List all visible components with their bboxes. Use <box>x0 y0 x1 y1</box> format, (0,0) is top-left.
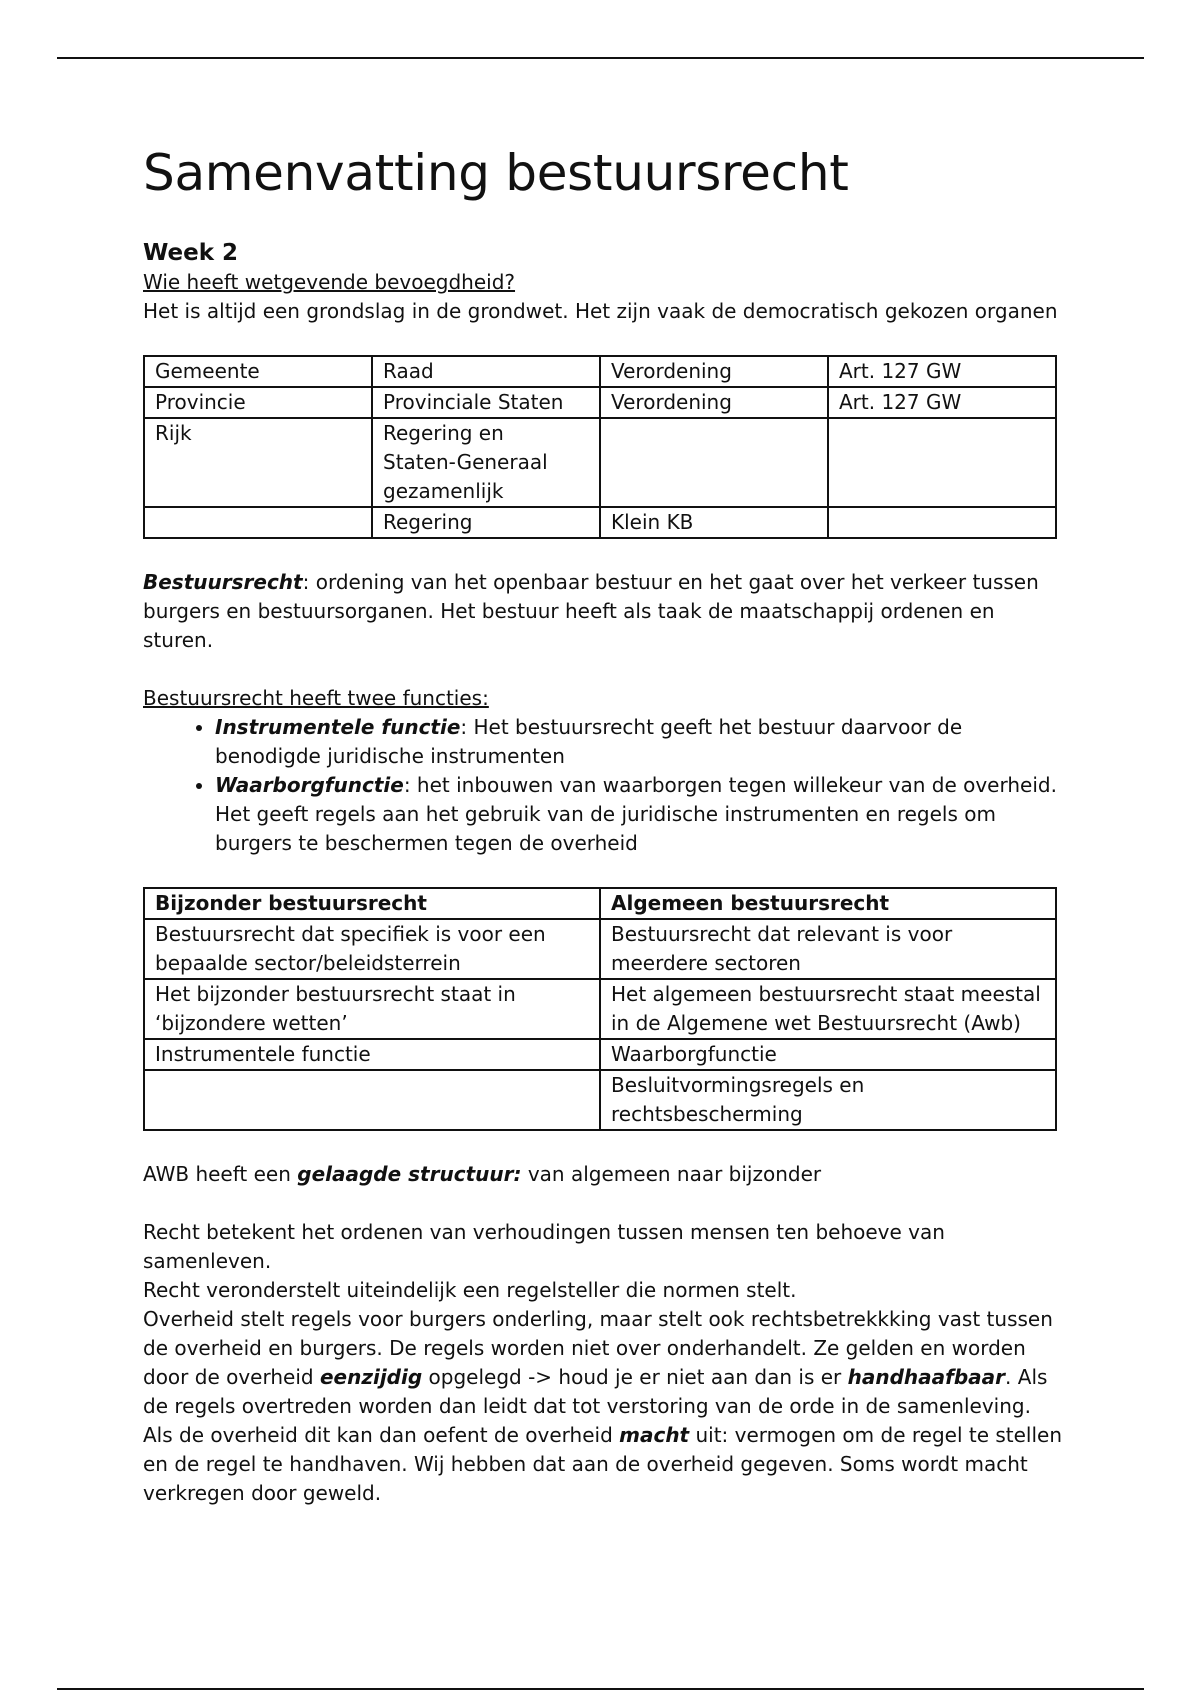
recht-line-2: Recht veronderstelt uiteindelijk een regelsteller die normen stelt. <box>143 1278 797 1302</box>
table-cell: Klein KB <box>600 507 828 538</box>
table-cell: Het bijzonder bestuursrecht staat in ‘bijzondere wetten’ <box>144 979 600 1039</box>
recht-line-1: Recht betekent het ordenen van verhoudingen tussen mensen ten behoeve van samenleven. <box>143 1220 945 1273</box>
overheid-paragraph: Overheid stelt regels voor burgers onderling, maar stelt ook rechtsbetrekkking vast tussen de overheid en burgers. De regels worden niet over onderhandelt. Ze gelden en worden door de overheid eenzijdig opgelegd -> houd je er niet aan dan is er handhaafbaar. Als de regels overtreden worden dan leidt dat tot verstoring van de orde in de samenleving. Als de overheid dit kan dan oefent de overheid macht uit: vermogen om de regel te stellen en de regel te handhaven. Wij hebben dat aan de overheid gegeven. Soms wordt macht verkregen door geweld. <box>143 1307 1063 1505</box>
table-row <box>144 979 1056 1039</box>
table-cell: Art. 127 GW <box>828 387 1056 418</box>
table-cell: Regering <box>372 507 600 538</box>
awb-paragraph: AWB heeft een gelaagde structuur: van algemeen naar bijzonder <box>143 1162 822 1186</box>
table-row <box>144 387 1056 418</box>
list-item: • Waarborgfunctie: het inbouwen van waarborgen tegen willekeur van de overheid. Het geeft regels aan het gebruik van de juridische instrumenten en regels om burgers te beschermen tegen de overheid <box>215 771 1063 858</box>
table-row <box>144 919 1056 979</box>
table-row <box>144 1039 1056 1070</box>
table-cell: Besluitvormingsregels en rechtsbescherming <box>600 1070 1056 1130</box>
table-cell: Provincie <box>144 387 372 418</box>
table-cell: Art. 127 GW <box>828 356 1056 387</box>
functions-heading: Bestuursrecht heeft twee functies: <box>143 686 489 710</box>
table-cell: Regering en Staten-Generaal gezamenlijk <box>372 418 600 507</box>
table-cell <box>144 507 372 538</box>
table-row <box>144 507 1056 538</box>
footer-rule <box>57 1688 1144 1690</box>
table-header-cell: Bijzonder bestuursrecht <box>144 888 600 919</box>
table-cell <box>600 418 828 507</box>
question-heading: Wie heeft wetgevende bevoegdheid? <box>143 270 516 294</box>
bevoegdheid-table <box>143 355 1057 539</box>
table-cell <box>144 1070 600 1130</box>
table-cell: Het algemeen bestuursrecht staat meestal in de Algemene wet Bestuursrecht (Awb) <box>600 979 1056 1039</box>
table-cell: Raad <box>372 356 600 387</box>
table-cell: Instrumentele functie <box>144 1039 600 1070</box>
definition-term: Bestuursrecht <box>143 570 303 594</box>
intro-paragraph: Het is altijd een grondslag in de grondwet. Het zijn vaak de democratisch gekozen organen <box>143 299 1058 323</box>
table-cell: Waarborgfunctie <box>600 1039 1056 1070</box>
table-cell: Gemeente <box>144 356 372 387</box>
header-rule <box>57 57 1144 59</box>
week-heading: Week 2 <box>143 240 239 266</box>
table-cell: Rijk <box>144 418 372 507</box>
table-header-row <box>144 888 1056 919</box>
table-row <box>144 418 1056 507</box>
table-cell: Bestuursrecht dat relevant is voor meerdere sectoren <box>600 919 1056 979</box>
table-header-cell: Algemeen bestuursrecht <box>600 888 1056 919</box>
document-body <box>143 140 1063 1508</box>
table-cell <box>828 418 1056 507</box>
table-row <box>144 1070 1056 1130</box>
table-cell <box>828 507 1056 538</box>
table-cell: Bestuursrecht dat specifiek is voor een bepaalde sector/beleidsterrein <box>144 919 600 979</box>
bestuursrecht-comparison-table <box>143 887 1057 1131</box>
table-cell: Verordening <box>600 356 828 387</box>
table-cell: Verordening <box>600 387 828 418</box>
document-title: Samenvatting bestuursrecht <box>143 144 849 202</box>
table-cell: Provinciale Staten <box>372 387 600 418</box>
list-item: • Instrumentele functie: Het bestuursrecht geeft het bestuur daarvoor de benodigde juridische instrumenten <box>215 713 1063 771</box>
definition-paragraph: Bestuursrecht: ordening van het openbaar bestuur en het gaat over het verkeer tussen burgers en bestuursorganen. Het bestuur heeft als taak de maatschappij ordenen en sturen. <box>143 570 1039 652</box>
functions-list <box>143 713 1063 858</box>
table-row <box>144 356 1056 387</box>
